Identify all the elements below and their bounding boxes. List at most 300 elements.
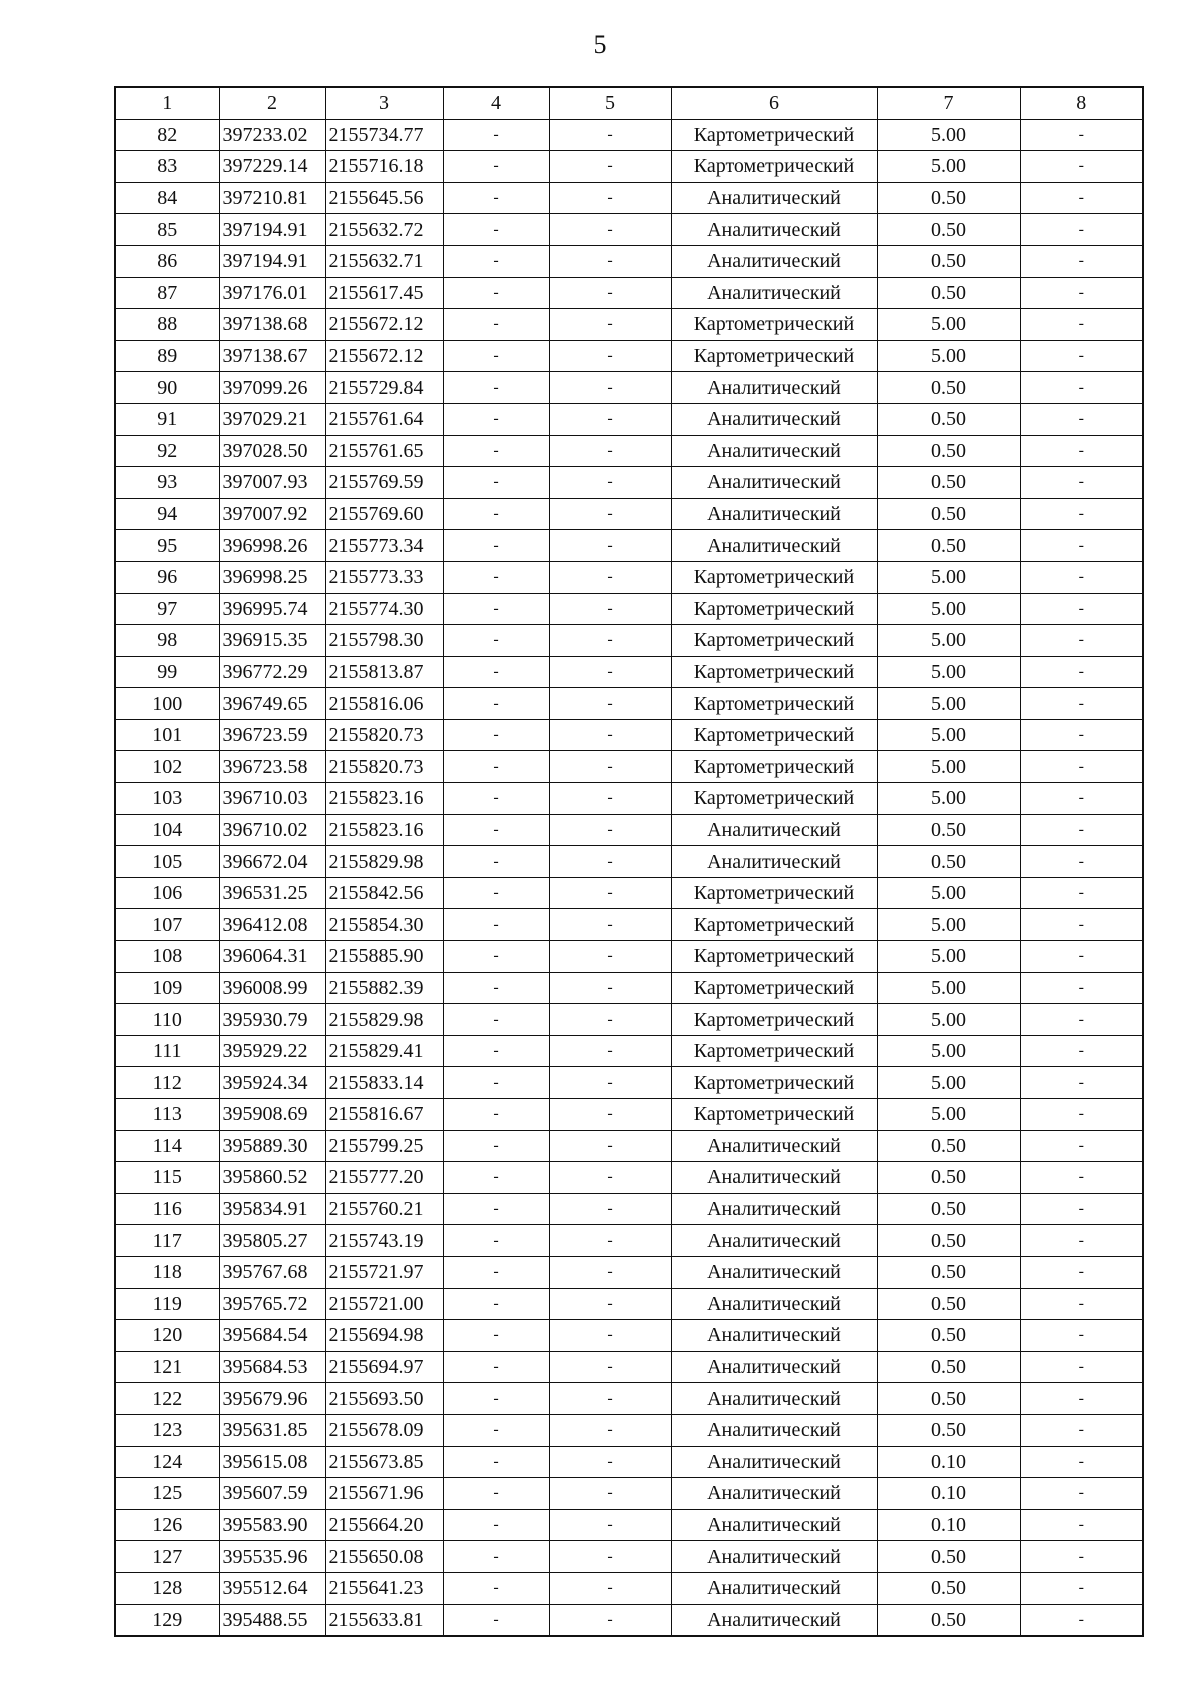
coordinate-x: 397210.81 [219, 182, 325, 214]
coordinate-y: 2155617.45 [325, 277, 443, 309]
coordinate-y: 2155645.56 [325, 182, 443, 214]
method-name: Картометрический [671, 909, 877, 941]
coordinate-y: 2155854.30 [325, 909, 443, 941]
coordinate-y: 2155823.16 [325, 783, 443, 815]
table-row [115, 372, 1143, 404]
table-row [115, 1067, 1143, 1099]
column-8-value: - [1020, 403, 1143, 435]
coordinate-y: 2155650.08 [325, 1541, 443, 1573]
column-8-value: - [1020, 1320, 1143, 1352]
column-4-value: - [443, 403, 549, 435]
method-name: Аналитический [671, 403, 877, 435]
coordinate-x: 397194.91 [219, 245, 325, 277]
coordinate-x: 396008.99 [219, 972, 325, 1004]
column-5-value: - [549, 1509, 671, 1541]
table-row [115, 1193, 1143, 1225]
coordinate-x: 395583.90 [219, 1509, 325, 1541]
accuracy-value: 5.00 [877, 972, 1020, 1004]
column-4-value: - [443, 877, 549, 909]
table-row [115, 1541, 1143, 1573]
column-5-value: - [549, 1383, 671, 1415]
column-5-value: - [549, 1446, 671, 1478]
coordinate-y: 2155633.81 [325, 1604, 443, 1636]
coordinate-y: 2155829.98 [325, 1004, 443, 1036]
column-8-value: - [1020, 1162, 1143, 1194]
coordinate-y: 2155798.30 [325, 625, 443, 657]
coordinate-y: 2155641.23 [325, 1572, 443, 1604]
method-name: Картометрический [671, 625, 877, 657]
accuracy-value: 5.00 [877, 1067, 1020, 1099]
column-5-value: - [549, 277, 671, 309]
point-number: 103 [115, 783, 219, 815]
column-5-value: - [549, 846, 671, 878]
column-4-value: - [443, 846, 549, 878]
point-number: 97 [115, 593, 219, 625]
accuracy-value: 5.00 [877, 751, 1020, 783]
accuracy-value: 0.50 [877, 1572, 1020, 1604]
column-4-value: - [443, 435, 549, 467]
accuracy-value: 0.50 [877, 1162, 1020, 1194]
coordinate-y: 2155816.06 [325, 688, 443, 720]
column-4-value: - [443, 625, 549, 657]
table-row [115, 340, 1143, 372]
point-number: 128 [115, 1572, 219, 1604]
column-4-value: - [443, 1604, 549, 1636]
coordinate-x: 397233.02 [219, 119, 325, 151]
column-5-value: - [549, 1162, 671, 1194]
column-4-value: - [443, 151, 549, 183]
method-name: Картометрический [671, 877, 877, 909]
column-4-value: - [443, 1162, 549, 1194]
coordinate-y: 2155632.72 [325, 214, 443, 246]
column-header: 7 [877, 87, 1020, 119]
column-4-value: - [443, 593, 549, 625]
method-name: Аналитический [671, 277, 877, 309]
accuracy-value: 0.50 [877, 214, 1020, 246]
coordinate-y: 2155842.56 [325, 877, 443, 909]
column-5-value: - [549, 1035, 671, 1067]
method-name: Аналитический [671, 214, 877, 246]
column-header: 5 [549, 87, 671, 119]
method-name: Картометрический [671, 972, 877, 1004]
column-8-value: - [1020, 1193, 1143, 1225]
table-row [115, 751, 1143, 783]
column-5-value: - [549, 1225, 671, 1257]
table-row [115, 277, 1143, 309]
column-4-value: - [443, 1004, 549, 1036]
accuracy-value: 0.50 [877, 846, 1020, 878]
column-4-value: - [443, 909, 549, 941]
accuracy-value: 0.50 [877, 1320, 1020, 1352]
column-4-value: - [443, 372, 549, 404]
column-8-value: - [1020, 783, 1143, 815]
column-4-value: - [443, 1130, 549, 1162]
column-4-value: - [443, 245, 549, 277]
column-5-value: - [549, 909, 671, 941]
coordinate-x: 395535.96 [219, 1541, 325, 1573]
column-5-value: - [549, 403, 671, 435]
point-number: 83 [115, 151, 219, 183]
accuracy-value: 0.50 [877, 435, 1020, 467]
column-8-value: - [1020, 1130, 1143, 1162]
method-name: Картометрический [671, 656, 877, 688]
column-4-value: - [443, 277, 549, 309]
column-5-value: - [549, 783, 671, 815]
accuracy-value: 5.00 [877, 719, 1020, 751]
coordinate-x: 395488.55 [219, 1604, 325, 1636]
coordinate-y: 2155761.64 [325, 403, 443, 435]
table-row [115, 1509, 1143, 1541]
coordinate-y: 2155632.71 [325, 245, 443, 277]
column-4-value: - [443, 751, 549, 783]
point-number: 115 [115, 1162, 219, 1194]
coordinate-x: 396412.08 [219, 909, 325, 941]
accuracy-value: 0.50 [877, 403, 1020, 435]
point-number: 99 [115, 656, 219, 688]
point-number: 100 [115, 688, 219, 720]
column-4-value: - [443, 1288, 549, 1320]
method-name: Аналитический [671, 814, 877, 846]
accuracy-value: 5.00 [877, 688, 1020, 720]
column-4-value: - [443, 1035, 549, 1067]
column-5-value: - [549, 1351, 671, 1383]
table-row [115, 498, 1143, 530]
coordinate-x: 396998.25 [219, 561, 325, 593]
table-row [115, 1004, 1143, 1036]
column-4-value: - [443, 340, 549, 372]
point-number: 93 [115, 467, 219, 499]
column-8-value: - [1020, 1414, 1143, 1446]
column-8-value: - [1020, 688, 1143, 720]
column-4-value: - [443, 688, 549, 720]
method-name: Картометрический [671, 1067, 877, 1099]
table-row [115, 1162, 1143, 1194]
column-5-value: - [549, 245, 671, 277]
coordinate-x: 396998.26 [219, 530, 325, 562]
coordinate-x: 395805.27 [219, 1225, 325, 1257]
table-row [115, 245, 1143, 277]
coordinate-x: 395765.72 [219, 1288, 325, 1320]
accuracy-value: 0.50 [877, 277, 1020, 309]
column-4-value: - [443, 1225, 549, 1257]
coordinate-y: 2155769.60 [325, 498, 443, 530]
method-name: Картометрический [671, 1035, 877, 1067]
accuracy-value: 5.00 [877, 783, 1020, 815]
table-body [115, 119, 1143, 1636]
column-8-value: - [1020, 1067, 1143, 1099]
table-row [115, 435, 1143, 467]
accuracy-value: 0.50 [877, 1193, 1020, 1225]
column-5-value: - [549, 182, 671, 214]
coordinate-y: 2155664.20 [325, 1509, 443, 1541]
method-name: Картометрический [671, 119, 877, 151]
column-4-value: - [443, 941, 549, 973]
method-name: Картометрический [671, 340, 877, 372]
column-8-value: - [1020, 656, 1143, 688]
column-5-value: - [549, 719, 671, 751]
point-number: 105 [115, 846, 219, 878]
column-header: 8 [1020, 87, 1143, 119]
coordinate-y: 2155774.30 [325, 593, 443, 625]
point-number: 110 [115, 1004, 219, 1036]
point-number: 123 [115, 1414, 219, 1446]
column-8-value: - [1020, 214, 1143, 246]
accuracy-value: 5.00 [877, 909, 1020, 941]
table-row [115, 151, 1143, 183]
coordinate-y: 2155769.59 [325, 467, 443, 499]
accuracy-value: 0.50 [877, 1130, 1020, 1162]
accuracy-value: 0.50 [877, 1256, 1020, 1288]
point-number: 118 [115, 1256, 219, 1288]
coordinate-y: 2155816.67 [325, 1099, 443, 1131]
method-name: Аналитический [671, 1288, 877, 1320]
point-number: 82 [115, 119, 219, 151]
table-row [115, 1320, 1143, 1352]
column-8-value: - [1020, 1604, 1143, 1636]
column-5-value: - [549, 1414, 671, 1446]
accuracy-value: 0.50 [877, 372, 1020, 404]
table-row [115, 214, 1143, 246]
coordinate-x: 395908.69 [219, 1099, 325, 1131]
coordinate-x: 397099.26 [219, 372, 325, 404]
column-5-value: - [549, 214, 671, 246]
column-5-value: - [549, 530, 671, 562]
table-row [115, 1414, 1143, 1446]
point-number: 109 [115, 972, 219, 1004]
column-5-value: - [549, 1478, 671, 1510]
point-number: 122 [115, 1383, 219, 1415]
coordinate-x: 395924.34 [219, 1067, 325, 1099]
point-number: 98 [115, 625, 219, 657]
coordinate-x: 395929.22 [219, 1035, 325, 1067]
coordinate-x: 395615.08 [219, 1446, 325, 1478]
accuracy-value: 5.00 [877, 151, 1020, 183]
column-4-value: - [443, 1193, 549, 1225]
table-row [115, 1130, 1143, 1162]
column-8-value: - [1020, 1288, 1143, 1320]
coordinate-y: 2155799.25 [325, 1130, 443, 1162]
column-8-value: - [1020, 814, 1143, 846]
column-8-value: - [1020, 1541, 1143, 1573]
coordinate-x: 395834.91 [219, 1193, 325, 1225]
column-4-value: - [443, 1414, 549, 1446]
coordinate-y: 2155833.14 [325, 1067, 443, 1099]
table-row [115, 561, 1143, 593]
table-row [115, 1478, 1143, 1510]
column-4-value: - [443, 972, 549, 1004]
column-4-value: - [443, 1541, 549, 1573]
column-5-value: - [549, 467, 671, 499]
point-number: 125 [115, 1478, 219, 1510]
column-8-value: - [1020, 1351, 1143, 1383]
column-5-value: - [549, 435, 671, 467]
point-number: 121 [115, 1351, 219, 1383]
method-name: Картометрический [671, 719, 877, 751]
accuracy-value: 0.50 [877, 182, 1020, 214]
column-4-value: - [443, 467, 549, 499]
coordinate-y: 2155729.84 [325, 372, 443, 404]
column-8-value: - [1020, 340, 1143, 372]
column-5-value: - [549, 151, 671, 183]
column-8-value: - [1020, 1256, 1143, 1288]
coordinate-y: 2155693.50 [325, 1383, 443, 1415]
accuracy-value: 0.50 [877, 1414, 1020, 1446]
point-number: 88 [115, 309, 219, 341]
coordinate-y: 2155672.12 [325, 309, 443, 341]
table-row [115, 1225, 1143, 1257]
table-row [115, 1099, 1143, 1131]
accuracy-value: 5.00 [877, 1004, 1020, 1036]
table-row [115, 877, 1143, 909]
table-row [115, 846, 1143, 878]
point-number: 113 [115, 1099, 219, 1131]
method-name: Аналитический [671, 435, 877, 467]
method-name: Картометрический [671, 941, 877, 973]
coordinate-y: 2155694.98 [325, 1320, 443, 1352]
column-8-value: - [1020, 561, 1143, 593]
method-name: Картометрический [671, 688, 877, 720]
method-name: Аналитический [671, 846, 877, 878]
column-8-value: - [1020, 277, 1143, 309]
column-5-value: - [549, 972, 671, 1004]
coordinate-x: 396723.59 [219, 719, 325, 751]
method-name: Картометрический [671, 1099, 877, 1131]
method-name: Аналитический [671, 1193, 877, 1225]
coordinate-x: 395889.30 [219, 1130, 325, 1162]
column-header: 1 [115, 87, 219, 119]
coordinate-x: 395860.52 [219, 1162, 325, 1194]
method-name: Аналитический [671, 1604, 877, 1636]
accuracy-value: 0.50 [877, 814, 1020, 846]
accuracy-value: 5.00 [877, 941, 1020, 973]
column-5-value: - [549, 340, 671, 372]
method-name: Аналитический [671, 467, 877, 499]
column-4-value: - [443, 1067, 549, 1099]
column-4-value: - [443, 1446, 549, 1478]
method-name: Аналитический [671, 1320, 877, 1352]
accuracy-value: 5.00 [877, 340, 1020, 372]
page-number: 5 [593, 30, 607, 59]
coordinate-y: 2155734.77 [325, 119, 443, 151]
column-4-value: - [443, 182, 549, 214]
point-number: 129 [115, 1604, 219, 1636]
coordinate-x: 395679.96 [219, 1383, 325, 1415]
table-row [115, 1256, 1143, 1288]
coordinate-x: 397176.01 [219, 277, 325, 309]
column-8-value: - [1020, 1035, 1143, 1067]
point-number: 86 [115, 245, 219, 277]
column-4-value: - [443, 1509, 549, 1541]
column-5-value: - [549, 751, 671, 783]
coordinate-y: 2155743.19 [325, 1225, 443, 1257]
coordinate-x: 396672.04 [219, 846, 325, 878]
column-4-value: - [443, 719, 549, 751]
table-row [115, 783, 1143, 815]
coordinate-x: 396710.02 [219, 814, 325, 846]
column-4-value: - [443, 814, 549, 846]
coordinate-y: 2155694.97 [325, 1351, 443, 1383]
accuracy-value: 0.10 [877, 1509, 1020, 1541]
method-name: Картометрический [671, 593, 877, 625]
column-header: 4 [443, 87, 549, 119]
column-5-value: - [549, 593, 671, 625]
coordinate-y: 2155829.98 [325, 846, 443, 878]
column-8-value: - [1020, 151, 1143, 183]
column-5-value: - [549, 1004, 671, 1036]
column-4-value: - [443, 1099, 549, 1131]
accuracy-value: 0.50 [877, 467, 1020, 499]
column-8-value: - [1020, 1099, 1143, 1131]
column-5-value: - [549, 1067, 671, 1099]
coordinate-x: 395684.54 [219, 1320, 325, 1352]
accuracy-value: 5.00 [877, 119, 1020, 151]
method-name: Картометрический [671, 751, 877, 783]
coordinate-x: 396749.65 [219, 688, 325, 720]
point-number: 91 [115, 403, 219, 435]
point-number: 89 [115, 340, 219, 372]
column-8-value: - [1020, 593, 1143, 625]
method-name: Аналитический [671, 1572, 877, 1604]
accuracy-value: 5.00 [877, 625, 1020, 657]
column-8-value: - [1020, 245, 1143, 277]
table-row [115, 1383, 1143, 1415]
coordinate-x: 397138.68 [219, 309, 325, 341]
column-4-value: - [443, 498, 549, 530]
accuracy-value: 5.00 [877, 593, 1020, 625]
accuracy-value: 5.00 [877, 877, 1020, 909]
point-number: 102 [115, 751, 219, 783]
point-number: 114 [115, 1130, 219, 1162]
accuracy-value: 0.50 [877, 498, 1020, 530]
coordinate-x: 397194.91 [219, 214, 325, 246]
point-number: 111 [115, 1035, 219, 1067]
accuracy-value: 5.00 [877, 656, 1020, 688]
column-8-value: - [1020, 1446, 1143, 1478]
coordinate-x: 397007.93 [219, 467, 325, 499]
accuracy-value: 0.50 [877, 1288, 1020, 1320]
table-header-row [115, 87, 1143, 119]
coordinate-y: 2155672.12 [325, 340, 443, 372]
column-header: 6 [671, 87, 877, 119]
column-8-value: - [1020, 435, 1143, 467]
column-8-value: - [1020, 909, 1143, 941]
point-number: 116 [115, 1193, 219, 1225]
column-8-value: - [1020, 1509, 1143, 1541]
method-name: Картометрический [671, 1004, 877, 1036]
method-name: Аналитический [671, 245, 877, 277]
table-row [115, 467, 1143, 499]
accuracy-value: 0.50 [877, 1541, 1020, 1573]
table-row [115, 530, 1143, 562]
column-header: 2 [219, 87, 325, 119]
coordinate-x: 396995.74 [219, 593, 325, 625]
method-name: Аналитический [671, 1256, 877, 1288]
column-5-value: - [549, 1288, 671, 1320]
coordinate-y: 2155761.65 [325, 435, 443, 467]
coordinate-y: 2155829.41 [325, 1035, 443, 1067]
table-row [115, 814, 1143, 846]
coordinate-x: 395767.68 [219, 1256, 325, 1288]
column-5-value: - [549, 561, 671, 593]
column-5-value: - [549, 814, 671, 846]
coordinate-y: 2155721.97 [325, 1256, 443, 1288]
table-row [115, 309, 1143, 341]
method-name: Аналитический [671, 1509, 877, 1541]
method-name: Аналитический [671, 1478, 877, 1510]
coordinate-x: 396531.25 [219, 877, 325, 909]
column-4-value: - [443, 530, 549, 562]
point-number: 107 [115, 909, 219, 941]
